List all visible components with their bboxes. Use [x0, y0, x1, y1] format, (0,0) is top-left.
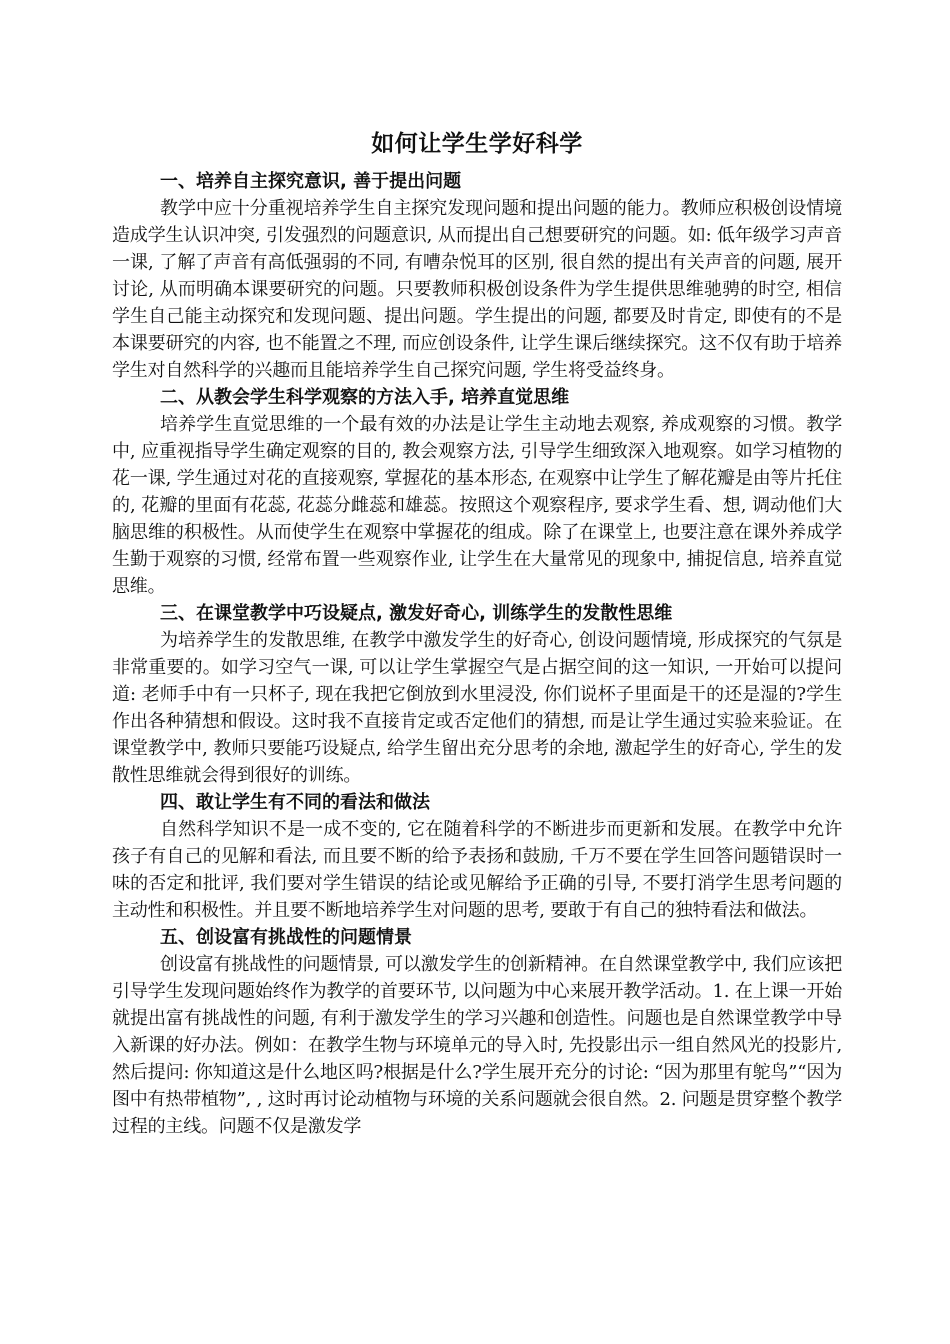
section-body-4: 自然科学知识不是一成不变的, 它在随着科学的不断进步而更新和发展。在教学中允许孩子有自己的见解和看法, 而且要不断的给予表扬和鼓励, 千万不要在学生回答问题错误时一味的否定和批评, 我们要对学生错误的结论或见解给予正确的引导, 不要打消学生思考问题的主动性和积极性。并且要不断地培养学生对问题的思考, 要敢于有自己的独特看法和做法。: [112, 819, 842, 921]
document-page: [112, 128, 842, 1140]
section-body-3: 为培养学生的发散思维, 在教学中激发学生的好奇心, 创设问题情境, 形成探究的气氛是非常重要的。如学习空气一课, 可以让学生掌握空气是占据空间的这一知识, 一开始可以提问道: 老师手中有一只杯子, 现在我把它倒放到水里浸没, 你们说杯子里面是干的还是湿的?学生作出各种猜想和假设。这时我不直接肯定或否定他们的猜想, 而是让学生通过实验来验证。在课堂教学中, 教师只要能巧设疑点, 给学生留出充分思考的余地, 激起学生的好奇心, 学生的发散性思维就会得到很好的训练。: [112, 630, 842, 786]
section-body-5: 创设富有挑战性的问题情景, 可以激发学生的创新精神。在自然课堂教学中, 我们应该把引导学生发现问题始终作为教学的首要环节, 以问题为中心来展开教学活动。1. 在上课一开始就提出富有挑战性的问题, 有利于激发学生的学习兴趣和创造性。问题也是自然课堂教学中导入新课的好办法。例如：在教学生物与环境单元的导入时, 先投影出示一组自然风光的投影片, 然后提问: 你知道这是什么地区吗?根据是什么?学生展开充分的讨论: “因为那里有鸵鸟”“因为图中有热带植物”, , 这时再讨论动植物与环境的关系问题就会很自然。2. 问题是贯穿整个教学过程的主线。问题不仅是激发学: [112, 954, 842, 1137]
section-heading-1: 一、培养自主探究意识, 善于提出问题: [160, 171, 462, 192]
section-heading-3: 三、在课堂教学中巧设疑点, 激发好奇心, 训练学生的发散性思维: [160, 603, 673, 624]
section-heading-2: 二、从教会学生科学观察的方法入手, 培养直觉思维: [160, 387, 570, 408]
document-title: 如何让学生学好科学: [371, 131, 583, 157]
section-body-2: 培养学生直觉思维的一个最有效的办法是让学生主动地去观察, 养成观察的习惯。教学中, 应重视指导学生确定观察的目的, 教会观察方法, 引导学生细致深入地观察。如学习植物的花一课, 学生通过对花的直接观察, 掌握花的基本形态, 在观察中让学生了解花瓣是由等片托住的, 花瓣的里面有花蕊, 花蕊分雌蕊和雄蕊。按照这个观察程序, 要求学生看、想, 调动他们大脑思维的积极性。从而使学生在观察中掌握花的组成。除了在课堂上, 也要注意在课外养成学生勤于观察的习惯, 经常布置一些观察作业, 让学生在大量常见的现象中, 捕捉信息, 培养直觉思维。: [112, 414, 842, 597]
section-body-1: 教学中应十分重视培养学生自主探究发现问题和提出问题的能力。教师应积极创设情境造成学生认识冲突, 引发强烈的问题意识, 从而提出自己想要研究的问题。如: 低年级学习声音一课, 了解了声音有高低强弱的不同, 有嘈杂悦耳的区别, 很自然的提出有关声音的问题, 展开讨论, 从而明确本课要研究的问题。只要教师积极创设条件为学生提供思维驰骋的时空, 相信学生自己能主动探究和发现问题、提出问题。学生提出的问题, 都要及时肯定, 即使有的不是本课要研究的内容, 也不能置之不理, 而应创设条件, 让学生课后继续探究。这不仅有助于培养学生对自然科学的兴趣而且能培养学生自己探究问题, 学生将受益终身。: [112, 198, 842, 381]
section-heading-4: 四、敢让学生有不同的看法和做法: [160, 792, 430, 813]
section-heading-5: 五、创设富有挑战性的问题情景: [160, 927, 412, 948]
